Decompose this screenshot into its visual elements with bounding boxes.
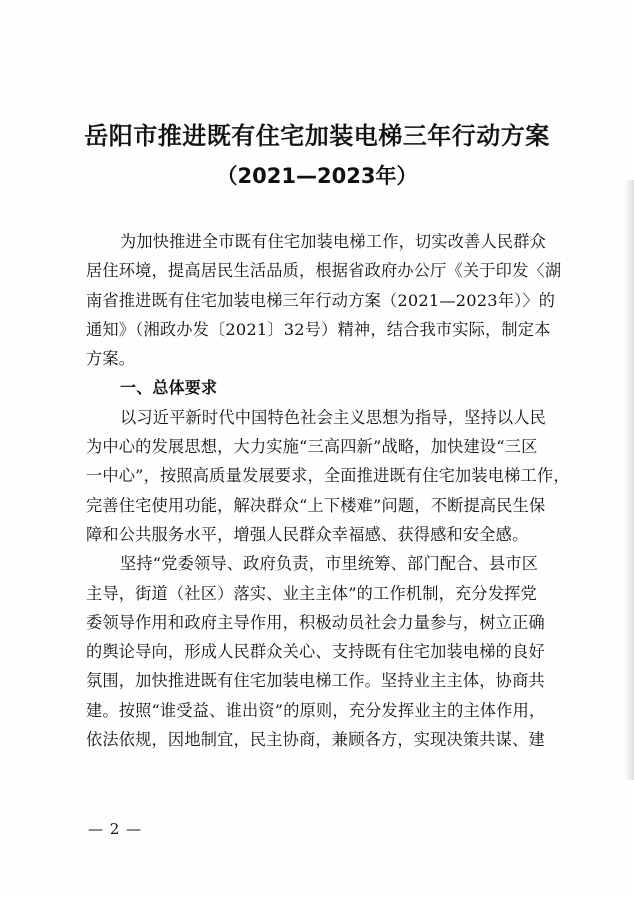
document-title: 岳阳市推进既有住宅加装电梯三年行动方案 xyxy=(84,122,550,150)
paragraph-line: 通知》（湘政办发〔2021〕32号）精神，结合我市实际，制定本 xyxy=(86,319,551,339)
paragraph-line: 南省推进既有住宅加装电梯三年行动方案（2021—2023年）〉的 xyxy=(86,290,556,310)
paragraph-line: 的舆论导向，形成人民群众关心、支持既有住宅加装电梯的良好 xyxy=(86,642,545,662)
paragraph-line: 为中心的发展思想，大力实施“三高四新”战略，加快建设“三区 xyxy=(86,437,538,457)
paragraph-line: 主导，街道（社区）落实、业主主体”的工作机制，充分发挥党 xyxy=(86,583,537,603)
paragraph-line: 依法依规，因地制宜，民主协商，兼顾各方，实现决策共谋、建 xyxy=(86,730,545,750)
paragraph-line: 为加快推进全市既有住宅加装电梯工作，切实改善人民群众 xyxy=(120,232,547,251)
paragraph-line: 障和公共服务水平，增强人民群众幸福感、获得感和安全感。 xyxy=(86,524,529,544)
paragraph-line: 委领导作用和政府主导作用，积极动员社会力量参与，树立正确 xyxy=(86,612,545,632)
paragraph-line: 以习近平新时代中国特色社会主义思想为指导，坚持以人民 xyxy=(120,407,547,427)
paragraph-line: 一中心”，按照高质量发展要求，全面推进既有住宅加装电梯工作， xyxy=(86,466,570,486)
paragraph-line: 居住环境，提高居民生活品质，根据省政府办公厅《关于印发〈湖 xyxy=(86,261,562,281)
paragraph-line: 坚持“党委领导、政府负责，市里统筹、部门配合、县市区 xyxy=(120,554,539,574)
scan-edge-shadow xyxy=(624,180,634,780)
paragraph-line: 建。按照“谁受益、谁出资”的原则，充分发挥业主的主体作用， xyxy=(86,700,546,720)
paragraph-intro xyxy=(86,227,562,373)
paragraph-guiding-ideology xyxy=(86,403,570,549)
section-heading-text: 一、总体要求 xyxy=(120,378,218,398)
paragraph-line: 完善住宅使用功能，解决群众“上下楼难”问题，不断提高民生保 xyxy=(86,495,546,515)
paragraph-working-mechanism xyxy=(86,549,558,754)
paragraph-line: 氛围，加快推进既有住宅加装电梯工作。坚持业主主体，协商共 xyxy=(86,671,545,691)
paragraph-line: 方案。 xyxy=(86,349,136,369)
page-number: — 2 — xyxy=(88,820,143,838)
section-heading xyxy=(86,373,558,402)
document-subtitle: （2021—2023年） xyxy=(216,164,418,188)
document-body xyxy=(86,227,570,754)
